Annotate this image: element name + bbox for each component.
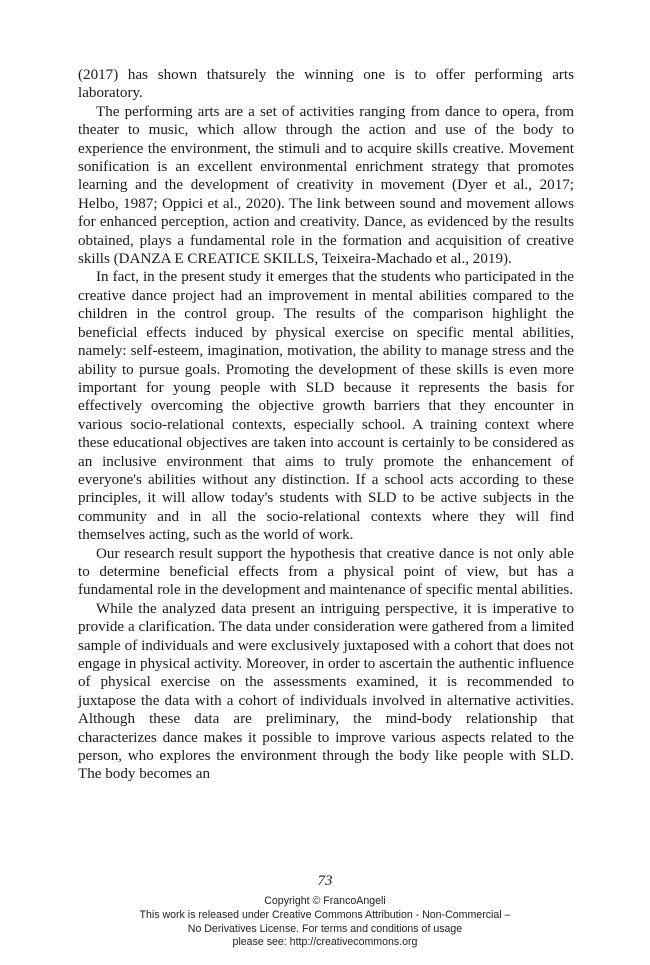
copyright-line: Copyright © FrancoAngeli — [264, 895, 386, 907]
paragraph-2: The performing arts are a set of activities ranging from dance to opera, from theater to music, which allow through the action and use of the body to experience the environment, the stimuli and to acquire skills creative. Movement sonification is an excellent environmental enrichment strategy that promotes learning and the development of creativity in movement (Dyer et al., 2017; Helbo, 1987; Oppici et al., 2020). The link between sound and movement allows for enhanced perception, action and creativity. Dance, as evidenced by the results obtained, plays a fundamental role in the formation and acquisition of creative skills (DANZA E CREATICE SKILLS, Teixeira-Machado et al., 2019). — [78, 103, 574, 268]
license-line-3: please see: http://creativecommons.org — [232, 936, 418, 949]
page-number: 73 — [317, 873, 333, 889]
paragraph-1: (2017) has shown thatsurely the winning one is to offer performing arts laboratory. — [78, 67, 574, 102]
copyright-footer — [0, 895, 650, 950]
license-line-1: This work is released under Creative Commons Attribution - Non-Commercial – — [139, 908, 511, 921]
body-text — [78, 66, 574, 784]
paragraph-4: Our research result support the hypothesis that creative dance is not only able to determine beneficial effects from a physical point of view, but has a fundamental role in the development and maintenance of specific mental abilities. — [78, 545, 574, 599]
paragraph-3: In fact, in the present study it emerges that the students who participated in the creative dance project had an improvement in mental abilities compared to the children in the control group. The results of the comparison highlight the beneficial effects induced by physical exercise on specific mental abilities, namely: self-esteem, imagination, motivation, the ability to manage stress and the ability to pursue goals. Promoting the development of these skills is even more important for young people with SLD because it represents the basis for effectively overcoming the objective growth barriers that they encounter in various socio-relational contexts, especially school. A training context where these educational objectives are taken into account is certainly to be considered as an inclusive environment that aims to truly promote the enhancement of everyone's abilities without any distinction. If a school acts according to these principles, it will allow today's students with SLD to be active subjects in the community and in all the socio-relational contexts where they will find themselves acting, such as the world of work. — [78, 269, 574, 544]
license-line-2: No Derivatives License. For terms and conditions of usage — [187, 922, 463, 935]
paragraph-5: While the analyzed data present an intriguing perspective, it is imperative to provide a clarification. The data under consideration were gathered from a limited sample of individuals and were exclusively juxtaposed with a cohort that does not engage in physical activity. Moreover, in order to ascertain the authentic influence of physical exercise on the assessments examined, it is recommended to juxtapose the data with a cohort of individuals involved in alternative activities. Although these data are preliminary, the mind-body relationship that characterizes dance makes it possible to improve various aspects related to the person, who explores the environment through the body like people with SLD. The body becomes an — [78, 600, 574, 783]
